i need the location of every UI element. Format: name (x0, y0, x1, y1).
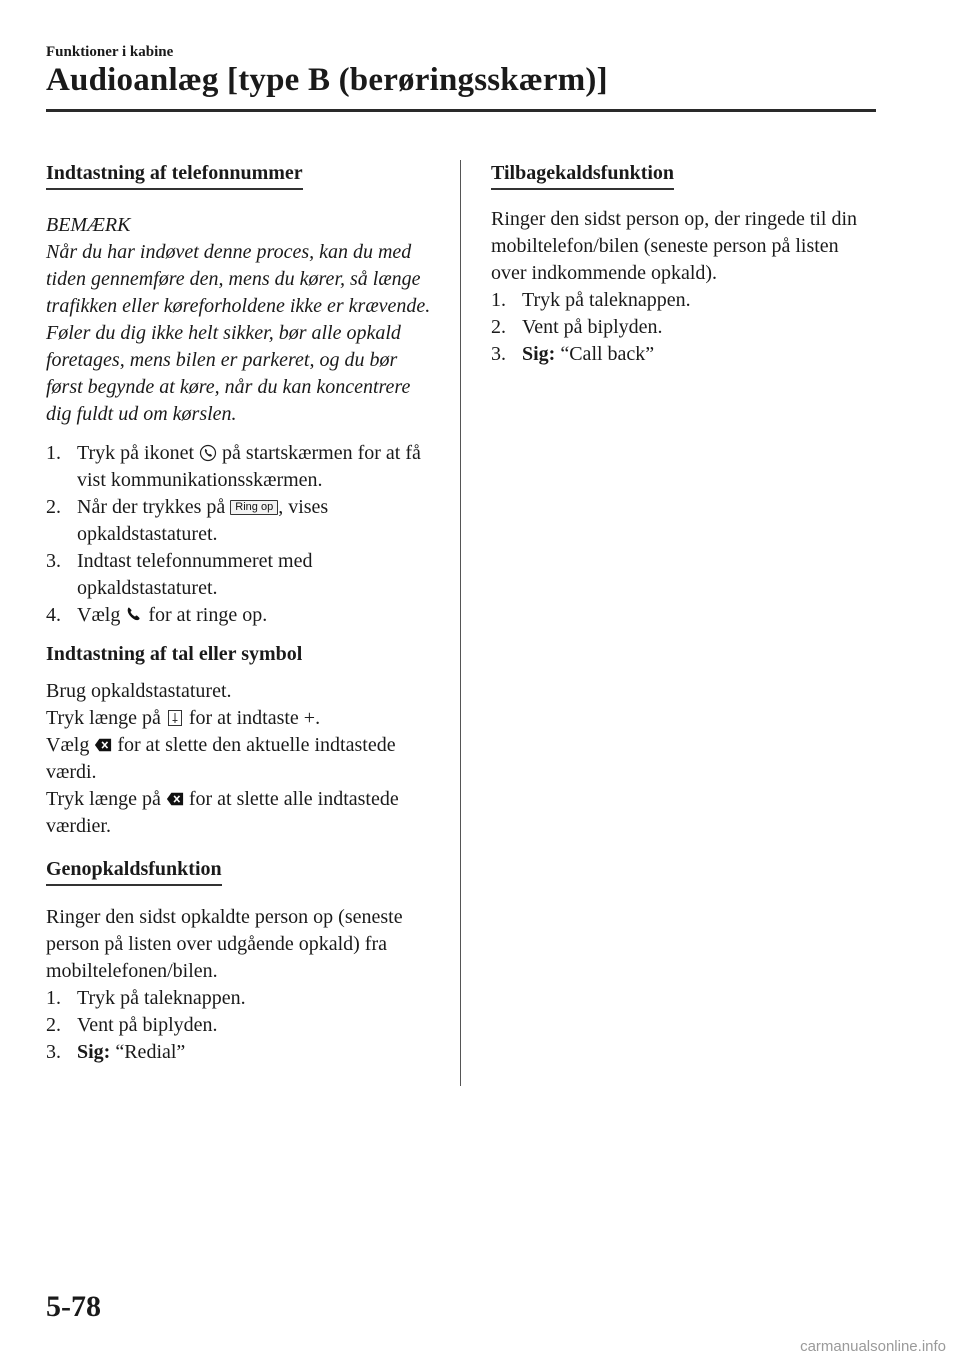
phone-icon (125, 606, 143, 624)
callback-text: Ringer den sidst person op, der ringede til din mobiltelefon/bilen (seneste person på listen over indkommende opkald). (491, 208, 858, 284)
redial-steps (46, 985, 431, 1066)
page-number: 5-78 (46, 1290, 101, 1323)
list-item: 3. Indtast telefonnummeret med opkaldstastaturet. (46, 550, 313, 599)
header-rule (46, 109, 876, 112)
column-divider (460, 160, 461, 1086)
page-title: Audioanlæg [type B (berøringsskærm)] (46, 62, 608, 98)
phone-entry-steps (46, 440, 431, 629)
list-item: 3. Sig: “Call back” (491, 343, 655, 365)
list-item: 1. Tryk på ikonet på startskærmen for at få vist kommunikationsskærmen. (46, 442, 421, 491)
list-item: 1. Tryk på taleknappen. (46, 987, 246, 1009)
redial-text: Ringer den sidst opkaldte person op (seneste person på listen over udgående opkald) fra mobiltelefonen/bilen. (46, 906, 403, 982)
symbol-line-3: Vælg for at slette den aktuelle indtastede værdi. (46, 734, 396, 783)
note-label: BEMÆRK (46, 214, 131, 236)
symbol-line-1: Brug opkaldstastaturet. (46, 680, 232, 702)
list-item: 2. Vent på biplyden. (46, 1014, 218, 1036)
list-item: 1. Tryk på taleknappen. (491, 289, 691, 311)
header-section: Funktioner i kabine (46, 44, 174, 60)
symbol-line-2: Tryk længe på for at indtaste +. (46, 707, 321, 729)
list-item: 4. Vælg for at ringe op. (46, 604, 268, 626)
plus-key-icon (166, 709, 184, 727)
watermark: carmanualsonline.info (800, 1338, 946, 1355)
symbol-line-4: Tryk længe på for at slette alle indtastede værdier. (46, 788, 399, 837)
left-column (46, 160, 431, 1066)
list-item: 3. Sig: “Redial” (46, 1041, 186, 1063)
list-item: 2. Når der trykkes på Ring op , vises opkaldstastaturet. (46, 496, 329, 545)
list-item: 2. Vent på biplyden. (491, 316, 663, 338)
callback-steps (491, 287, 876, 368)
backspace-icon (94, 736, 112, 754)
heading-symbol-entry: Indtastning af tal eller symbol (46, 643, 303, 665)
heading-callback: Tilbagekaldsfunktion (491, 160, 674, 190)
heading-phone-entry: Indtastning af telefonnummer (46, 160, 303, 190)
note-text: Når du har indøvet denne proces, kan du med tiden gennemføre den, mens du kører, så længe trafikken eller køreforholdene ikke er krævende. Føler du dig ikke helt sikker, bør alle opkald foretages, mens bilen er parkeret, og du bør først begynde at køre, når du kan koncentrere dig fuldt ud om kørslen. (46, 241, 431, 425)
right-column (491, 160, 876, 368)
backspace-icon (166, 790, 184, 808)
heading-redial: Genopkaldsfunktion (46, 856, 222, 886)
communication-icon (199, 444, 217, 462)
ring-op-button: Ring op (230, 500, 278, 515)
